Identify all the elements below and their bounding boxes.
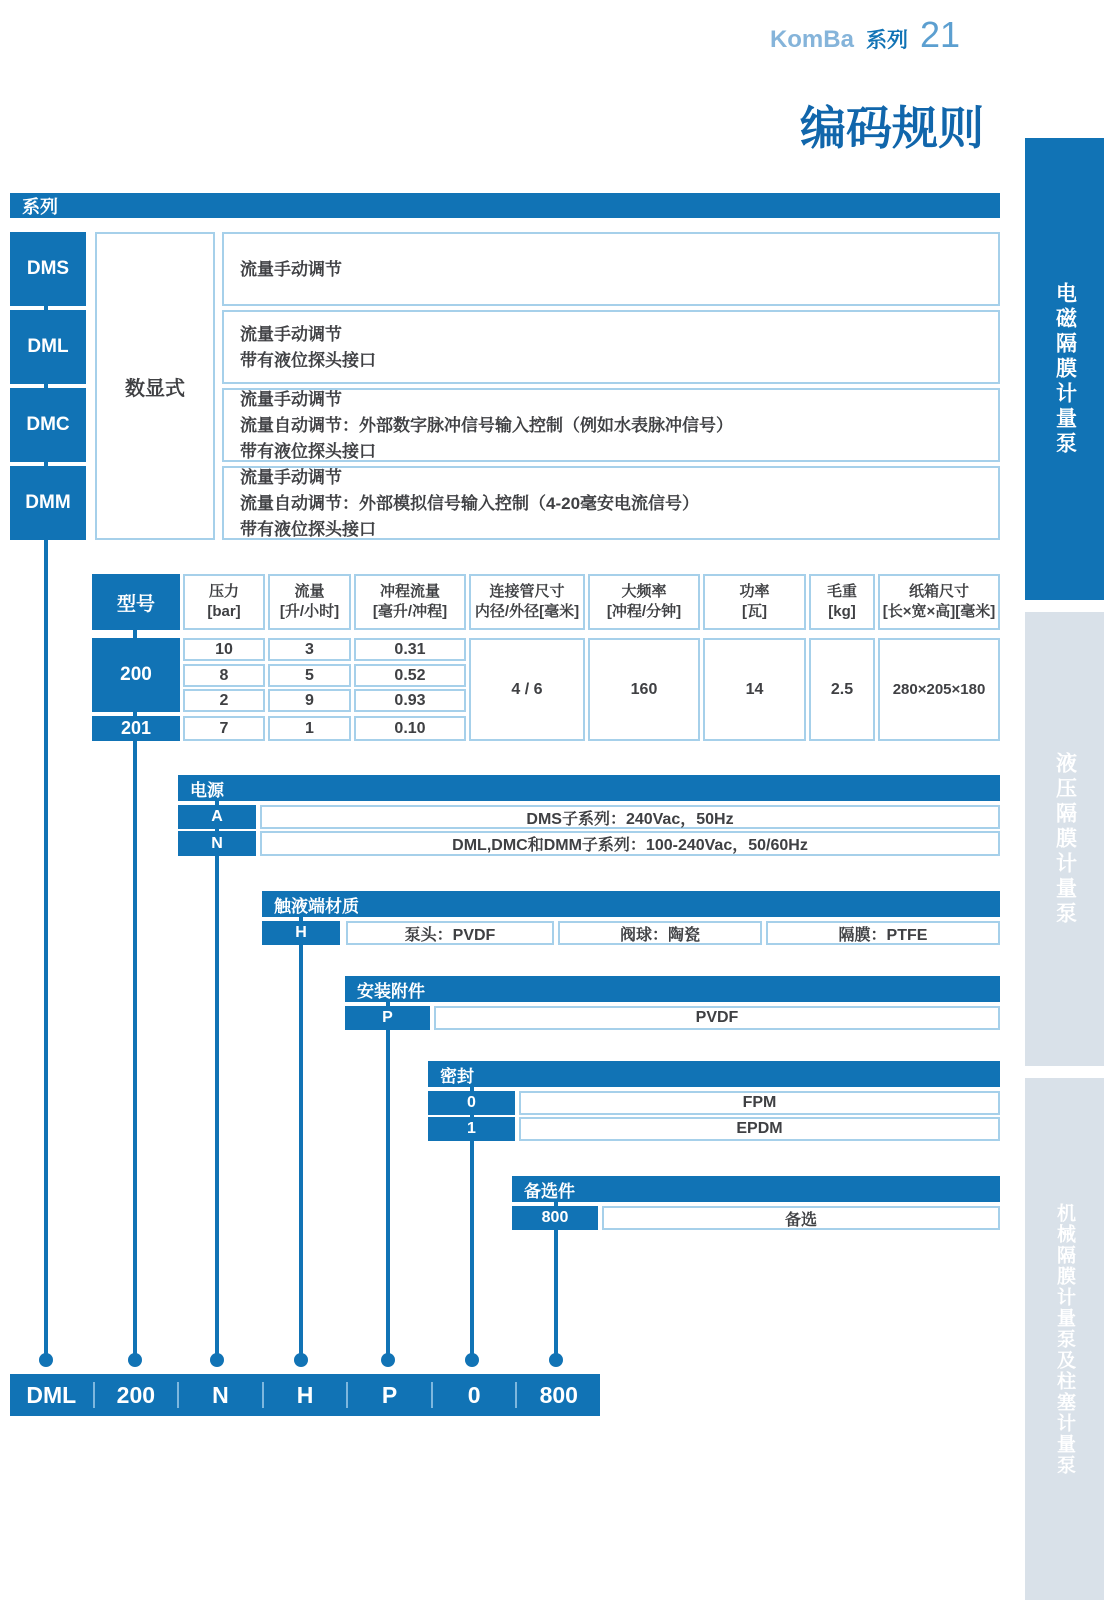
sidebar-tab-hydraulic[interactable] [1025,612,1104,1066]
col-unit: [bar] [207,603,241,620]
cell-stroke: 0.10 [354,716,466,741]
connector-line-wetted [299,905,303,1356]
connector-dot [465,1353,479,1367]
col-label: 冲程流量 [379,583,440,600]
mounting-section-header: 安装附件 [345,976,1000,1002]
connector-line-power [215,790,219,1356]
desc-line: 流量自动调节：外部数字脉冲信号输入控制（例如水表脉冲信号） [240,415,733,435]
spec-col-frequency [588,574,700,630]
desc-line: 流量手动调节 [240,467,342,487]
connector-dot [381,1353,395,1367]
options-desc: 备选 [602,1206,1000,1230]
spec-col-pressure [183,574,265,630]
options-section-header: 备选件 [512,1176,1000,1202]
cell-pipe-size: 4 / 6 [469,638,585,741]
sidebar-tab-label: 机械隔膜计量泵及柱塞计量泵 [1054,1202,1075,1476]
cell-pressure: 2 [183,689,265,712]
col-unit: [升/小时] [279,603,340,620]
col-unit: [毫升/冲程] [372,603,448,620]
brand-suffix: 系列 [865,29,908,52]
seal-code-0: 0 [428,1091,515,1115]
cell-stroke: 0.31 [354,638,466,661]
power-code-n: N [178,831,256,856]
seal-desc-fpm: FPM [519,1091,1000,1115]
series-desc-dml [222,310,1000,384]
code-segment-options: 800 [539,1381,578,1408]
desc-line: 带有液位探头接口 [240,519,376,539]
spec-col-power [703,574,806,630]
desc-line: 流量手动调节 [240,324,342,344]
cell-flow: 9 [268,689,351,712]
order-code-bar [10,1374,600,1416]
code-segment-mounting: P [381,1381,398,1408]
spec-col-flow [268,574,351,630]
brand-name: KomBa [769,26,854,53]
wetted-section-header: 触液端材质 [262,891,1000,917]
series-code-dmc: DMC [10,388,86,462]
connector-dot [549,1353,563,1367]
spec-col-model: 型号 [92,574,180,630]
seal-code-1: 1 [428,1117,515,1141]
cell-pressure: 7 [183,716,265,741]
sidebar-tab-mechanical[interactable] [1025,1078,1104,1600]
display-type-box: 数显式 [95,232,215,540]
series-code-dmm: DMM [10,466,86,540]
col-unit: [瓦] [742,603,767,620]
mounting-desc: PVDF [434,1006,1000,1030]
code-segment-wetted: H [296,1381,314,1408]
connector-line-mounting [386,990,390,1356]
cell-flow: 1 [268,716,351,741]
cell-frequency: 160 [588,638,700,741]
series-desc-dms [222,232,1000,306]
series-desc-dmc [222,388,1000,462]
col-unit: [kg] [828,603,856,620]
sidebar-tab-label: 液压隔膜计量泵 [1053,751,1077,927]
connector-dot [294,1353,308,1367]
cell-weight: 2.5 [809,638,875,741]
code-segment-series: DML [26,1381,77,1408]
seal-section-header: 密封 [428,1061,1000,1087]
page-title: 编码规则 [800,102,984,154]
power-desc-n: DML,DMC和DMM子系列：100-240Vac，50/60Hz [260,831,1000,856]
seal-desc-epdm: EPDM [519,1117,1000,1141]
col-label: 流量 [294,583,325,600]
options-code-800: 800 [512,1206,598,1230]
desc-line: 带有液位探头接口 [240,350,376,370]
code-segment-seal: 0 [467,1381,481,1408]
cell-power: 14 [703,638,806,741]
connector-line-model [133,600,137,1356]
wetted-diaphragm: 隔膜：PTFE [766,921,1000,945]
code-segment-power: N [212,1381,229,1408]
desc-line: 带有液位探头接口 [240,441,376,461]
cell-flow: 3 [268,638,351,661]
col-label: 连接管尺寸 [489,583,565,600]
desc-line: 流量手动调节 [240,259,342,279]
desc-line: 流量自动调节：外部模拟信号输入控制（4-20毫安电流信号） [240,493,700,513]
power-code-a: A [178,805,256,829]
spec-col-weight [809,574,875,630]
power-section-header: 电源 [178,775,1000,801]
wetted-pump-head: 泵头：PVDF [346,921,554,945]
model-201-box: 201 [92,716,180,741]
mounting-code-p: P [345,1006,430,1030]
connector-dot [39,1353,53,1367]
wetted-valve-ball: 阀球：陶瓷 [558,921,762,945]
series-section-header: 系列 [10,193,1000,218]
series-desc-dmm [222,466,1000,540]
cell-stroke: 0.52 [354,664,466,687]
cell-carton-size: 280×205×180 [878,638,1000,741]
col-label: 压力 [208,583,239,600]
cell-pressure: 8 [183,664,265,687]
series-code-dml: DML [10,310,86,384]
col-unit: [冲程/分钟] [606,603,682,620]
col-unit: [长×宽×高][毫米] [882,603,996,620]
spec-col-pipe [469,574,585,630]
desc-line: 流量手动调节 [240,389,342,409]
sidebar-tab-electromagnetic[interactable] [1025,138,1104,600]
col-label: 毛重 [826,583,857,600]
cell-pressure: 10 [183,638,265,661]
code-segment-model: 200 [116,1381,156,1408]
col-label: 功率 [739,583,770,600]
wetted-code-h: H [262,921,340,945]
page-number: 21 [919,14,960,55]
model-200-box: 200 [92,638,180,712]
cell-stroke: 0.93 [354,689,466,712]
col-unit: 内径/外径[毫米] [474,603,580,620]
connector-dot [210,1353,224,1367]
series-code-dms: DMS [10,232,86,306]
power-desc-a: DMS子系列：240Vac，50Hz [260,805,1000,829]
spec-col-stroke-flow [354,574,466,630]
col-label: 大频率 [621,583,667,600]
col-label: 纸箱尺寸 [908,583,969,600]
cell-flow: 5 [268,664,351,687]
sidebar-tab-label: 电磁隔膜计量泵 [1053,281,1077,457]
connector-dot [128,1353,142,1367]
page-header [640,14,960,56]
spec-col-carton [878,574,1000,630]
